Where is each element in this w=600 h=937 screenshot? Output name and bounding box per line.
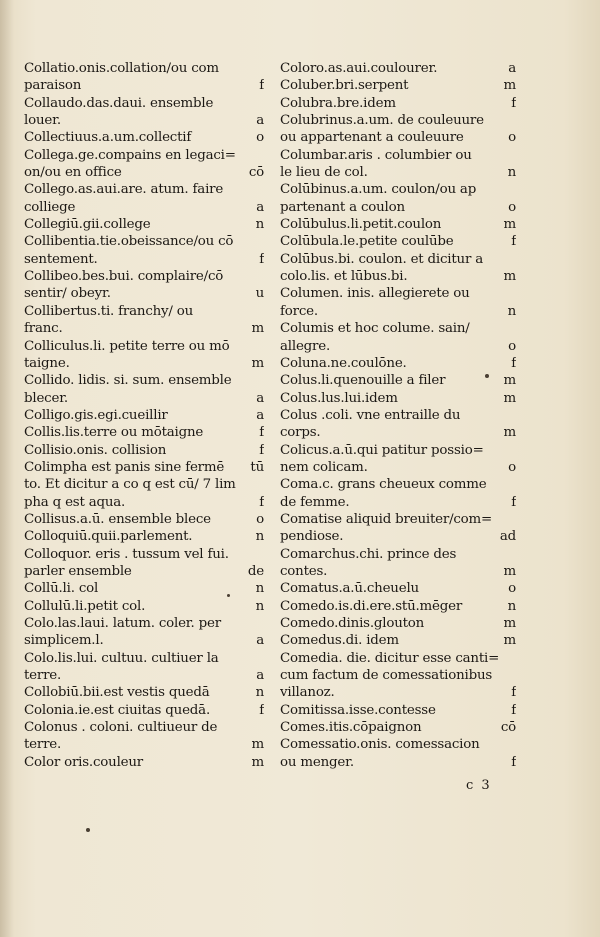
entry-line xyxy=(280,147,516,164)
entry-text: colo.lis. et lūbus.bi. xyxy=(280,269,408,285)
entry-text: Coloro.as.aui.coulourer. xyxy=(280,61,438,76)
entry-line xyxy=(24,719,264,736)
gutter-shadow xyxy=(0,0,14,937)
gender-mark xyxy=(512,251,516,268)
entry-text: Comedus.di. idem xyxy=(280,633,399,649)
gender-mark xyxy=(260,476,264,493)
entry-text: Collulū.li.petit col. xyxy=(24,598,146,614)
entry-text: Coma.c. grans cheueux comme xyxy=(280,477,487,493)
entry-text: Colūbinus.a.um. coulon/ou ap xyxy=(280,182,477,198)
entry-text: Colo.lis.lui. cultuu. cultiuer la xyxy=(24,650,219,666)
left-column xyxy=(24,60,264,771)
gender-mark: o xyxy=(256,130,264,146)
gender-mark xyxy=(512,667,516,684)
gender-mark xyxy=(512,546,516,563)
gender-mark: cō xyxy=(248,165,264,181)
entry-line xyxy=(280,684,516,701)
entry-line xyxy=(24,285,264,302)
entry-line xyxy=(280,268,516,285)
entry-text: Comatise aliquid breuiter/com= xyxy=(280,511,493,527)
entry-text: Collido. lidis. si. sum. ensemble xyxy=(24,373,232,389)
entry-text: Comes.itis.cōpaignon xyxy=(280,720,422,736)
entry-text: ou appartenant a couleuure xyxy=(280,130,464,146)
entry-text: sentir/ obeyr. xyxy=(24,286,111,302)
entry-text: force. xyxy=(280,303,318,319)
entry-line xyxy=(24,60,264,77)
entry-text: Colus.li.quenouille a filer xyxy=(280,373,446,389)
gender-mark: cō xyxy=(500,720,516,736)
entry-line xyxy=(24,77,264,94)
entry-text: Colubrinus.a.um. de couleuure xyxy=(280,113,484,129)
entry-line xyxy=(280,233,516,250)
entry-text: Collibentia.tie.obeissance/ou cō xyxy=(24,234,234,250)
entry-text: Collegiū.gii.college xyxy=(24,217,151,233)
signature-mark: c 3 xyxy=(466,778,492,793)
entry-line xyxy=(24,268,264,285)
entry-line xyxy=(24,424,264,441)
entry-text: Color oris.couleur xyxy=(24,754,144,770)
entry-line xyxy=(24,615,264,632)
entry-text: pha q est aqua. xyxy=(24,494,126,510)
entry-text: Colonus . coloni. cultiueur de xyxy=(24,720,218,736)
entry-line xyxy=(24,702,264,719)
entry-text: allegre. xyxy=(280,338,331,354)
gender-mark: m xyxy=(503,78,516,94)
gender-mark: a xyxy=(256,390,264,406)
entry-line xyxy=(280,60,516,77)
ink-speck xyxy=(485,374,489,378)
gender-mark: o xyxy=(508,459,516,475)
entry-line xyxy=(24,181,264,198)
entry-line xyxy=(24,476,264,493)
entry-text: paraison xyxy=(24,78,82,94)
gender-mark: f xyxy=(259,425,264,441)
entry-text: partenant a coulon xyxy=(280,199,405,215)
entry-line xyxy=(24,546,264,563)
gender-mark xyxy=(260,268,264,285)
entry-text: to. Et dicitur a co q est cū/ 7 lim xyxy=(24,477,236,493)
entry-text: Columbar.aris . columbier ou xyxy=(280,147,472,163)
entry-line xyxy=(24,528,264,545)
entry-text: nem colicam. xyxy=(280,459,368,475)
entry-line xyxy=(280,650,516,667)
entry-text: terre. xyxy=(24,737,62,753)
gender-mark xyxy=(512,442,516,459)
entry-text: Colus .coli. vne entraille du xyxy=(280,407,461,423)
gender-mark: m xyxy=(251,321,264,337)
entry-text: Comedo.is.di.ere.stū.mēger xyxy=(280,598,463,614)
entry-line xyxy=(280,459,516,476)
gender-mark: f xyxy=(259,251,264,267)
entry-line xyxy=(280,199,516,216)
entry-line xyxy=(24,632,264,649)
gender-mark: n xyxy=(255,581,264,597)
entry-line xyxy=(24,95,264,112)
entry-line xyxy=(280,615,516,632)
gender-mark xyxy=(512,476,516,493)
gender-mark: n xyxy=(507,598,516,614)
gender-mark: o xyxy=(508,581,516,597)
entry-line xyxy=(280,320,516,337)
entry-line xyxy=(24,303,264,320)
gender-mark xyxy=(260,303,264,320)
entry-text: Colloquiū.quii.parlement. xyxy=(24,529,193,545)
entry-text: cum factum de comessationibus xyxy=(280,668,493,684)
entry-line xyxy=(280,338,516,355)
entry-text: Collibertus.ti. franchy/ ou xyxy=(24,303,194,319)
entry-line xyxy=(280,303,516,320)
gender-mark xyxy=(260,181,264,198)
gender-mark: n xyxy=(255,529,264,545)
gender-mark: ad xyxy=(499,529,516,545)
gender-mark: a xyxy=(256,633,264,649)
entry-text: villanoz. xyxy=(280,685,335,701)
entry-line xyxy=(24,650,264,667)
gender-mark xyxy=(260,719,264,736)
ink-speck xyxy=(227,594,230,597)
gender-mark xyxy=(512,511,516,528)
gender-mark xyxy=(260,650,264,667)
entry-line xyxy=(280,181,516,198)
entry-line xyxy=(24,233,264,250)
gender-mark: m xyxy=(503,616,516,631)
gender-mark: n xyxy=(507,165,516,181)
entry-line xyxy=(280,285,516,302)
entry-text: Collatio.onis.collation/ou com xyxy=(24,61,219,76)
gender-mark xyxy=(260,95,264,112)
entry-line xyxy=(280,563,516,580)
entry-text: Collibeo.bes.bui. complaire/cō xyxy=(24,269,224,285)
gender-mark xyxy=(260,233,264,250)
gender-mark: m xyxy=(503,633,516,649)
entry-line xyxy=(280,112,516,129)
gender-mark: f xyxy=(511,754,516,770)
entry-line xyxy=(24,147,264,164)
gender-mark: u xyxy=(255,286,264,302)
gender-mark xyxy=(512,736,516,753)
entry-text: Coluber.bri.serpent xyxy=(280,78,409,94)
gender-mark: m xyxy=(503,373,516,389)
gender-mark: m xyxy=(503,269,516,285)
entry-text: de femme. xyxy=(280,494,350,510)
entry-line xyxy=(280,442,516,459)
gender-mark: n xyxy=(255,217,264,233)
gender-mark: n xyxy=(507,303,516,319)
entry-line xyxy=(24,216,264,233)
entry-line xyxy=(280,546,516,563)
gender-mark xyxy=(512,147,516,164)
gender-mark xyxy=(512,320,516,337)
entry-text: Colliculus.li. petite terre ou mō xyxy=(24,338,230,354)
entry-text: Colūbula.le.petite coulūbe xyxy=(280,234,454,250)
gender-mark: m xyxy=(251,754,264,770)
entry-line xyxy=(24,251,264,268)
gender-mark: m xyxy=(503,425,516,441)
entry-text: Collega.ge.compains en legaci= xyxy=(24,147,236,163)
entry-text: Colimpha est panis sine fermē xyxy=(24,459,225,475)
entry-text: Columen. inis. allegierete ou xyxy=(280,286,470,302)
gender-mark xyxy=(260,546,264,563)
gender-mark: f xyxy=(259,78,264,94)
entry-line xyxy=(24,442,264,459)
gender-mark: f xyxy=(259,702,264,718)
entry-line xyxy=(24,459,264,476)
entry-line xyxy=(24,667,264,684)
gender-mark: o xyxy=(256,511,264,527)
entry-text: colliege xyxy=(24,199,76,215)
entry-text: Comatus.a.ū.cheuelu xyxy=(280,581,419,597)
entry-text: Colicus.a.ū.qui patitur possio= xyxy=(280,442,484,458)
gender-mark: o xyxy=(508,338,516,354)
entry-line xyxy=(24,684,264,701)
gender-mark: a xyxy=(256,407,264,423)
entry-text: sentement. xyxy=(24,251,98,267)
entry-text: Collaudo.das.daui. ensemble xyxy=(24,95,214,111)
entry-text: Collego.as.aui.are. atum. faire xyxy=(24,182,224,198)
gender-mark xyxy=(260,615,264,632)
entry-text: terre. xyxy=(24,668,62,684)
entry-line xyxy=(280,702,516,719)
gender-mark: f xyxy=(511,685,516,701)
entry-line xyxy=(280,407,516,424)
entry-line xyxy=(24,563,264,580)
entry-text: louer. xyxy=(24,113,61,129)
entry-text: Columis et hoc colume. sain/ xyxy=(280,321,470,337)
entry-text: Collisus.a.ū. ensemble blece xyxy=(24,511,211,527)
entry-line xyxy=(280,77,516,94)
gender-mark: m xyxy=(251,355,264,371)
gender-mark: f xyxy=(511,494,516,510)
entry-line xyxy=(280,580,516,597)
entry-text: Comitissa.isse.contesse xyxy=(280,702,436,718)
gender-mark: o xyxy=(508,199,516,215)
entry-text: Colus.lus.lui.idem xyxy=(280,390,398,406)
entry-line xyxy=(280,424,516,441)
entry-line xyxy=(280,129,516,146)
gender-mark xyxy=(260,147,264,164)
gender-mark xyxy=(512,407,516,424)
entry-line xyxy=(24,164,264,181)
gender-mark: tū xyxy=(250,459,264,475)
gender-mark xyxy=(260,372,264,389)
gender-mark xyxy=(512,650,516,667)
entry-text: Collū.li. col xyxy=(24,581,99,597)
entry-text: parler ensemble xyxy=(24,563,132,579)
entry-line xyxy=(24,390,264,407)
entry-text: Collisio.onis. collision xyxy=(24,442,167,458)
entry-line xyxy=(280,667,516,684)
entry-text: le lieu de col. xyxy=(280,165,368,181)
entry-line xyxy=(24,598,264,615)
gender-mark xyxy=(512,112,516,129)
gender-mark: a xyxy=(256,113,264,129)
gender-mark: n xyxy=(255,598,264,614)
entry-line xyxy=(280,719,516,736)
entry-line xyxy=(24,355,264,372)
entry-line xyxy=(24,112,264,129)
entry-text: pendiose. xyxy=(280,529,344,545)
entry-text: Coluna.ne.coulōne. xyxy=(280,355,407,371)
gender-mark: f xyxy=(511,702,516,718)
entry-text: Collis.lis.terre ou mōtaigne xyxy=(24,425,204,441)
entry-text: Colloquor. eris . tussum vel fui. xyxy=(24,546,229,562)
entry-text: ou menger. xyxy=(280,754,354,770)
entry-line xyxy=(280,216,516,233)
entry-text: simplicem.l. xyxy=(24,633,104,649)
entry-line xyxy=(24,407,264,424)
gender-mark: m xyxy=(503,390,516,406)
entry-text: Colligo.gis.egi.cueillir xyxy=(24,407,168,423)
entry-text: Collectiuus.a.um.collectif xyxy=(24,130,192,146)
entry-line xyxy=(280,754,516,771)
ink-speck xyxy=(86,828,90,832)
entry-text: blecer. xyxy=(24,390,68,406)
entry-line xyxy=(24,320,264,337)
entry-line xyxy=(280,251,516,268)
entry-line xyxy=(280,528,516,545)
gender-mark: a xyxy=(508,61,516,76)
gender-mark xyxy=(260,338,264,355)
entry-text: Comedia. die. dicitur esse canti= xyxy=(280,650,500,666)
gender-mark: a xyxy=(256,199,264,215)
entry-text: contes. xyxy=(280,563,328,579)
entry-text: on/ou en office xyxy=(24,165,122,181)
gender-mark: de xyxy=(247,563,264,579)
entry-text: Colo.las.laui. latum. coler. per xyxy=(24,616,221,631)
gender-mark: a xyxy=(256,668,264,684)
entry-line xyxy=(280,95,516,112)
entry-text: franc. xyxy=(24,321,63,337)
gender-mark: m xyxy=(503,217,516,233)
entry-line xyxy=(280,736,516,753)
gender-mark: f xyxy=(259,442,264,458)
entry-text: Comedo.dinis.glouton xyxy=(280,616,425,631)
entry-line xyxy=(280,476,516,493)
entry-line xyxy=(24,754,264,771)
entry-line xyxy=(24,494,264,511)
gender-mark: m xyxy=(251,737,264,753)
gender-mark: f xyxy=(511,95,516,111)
gender-mark: m xyxy=(503,563,516,579)
gender-mark: n xyxy=(255,685,264,701)
entry-line xyxy=(280,372,516,389)
gender-mark xyxy=(512,181,516,198)
gender-mark: f xyxy=(511,234,516,250)
entry-line xyxy=(24,338,264,355)
entry-text: Colūbulus.li.petit.coulon xyxy=(280,217,442,233)
entry-line xyxy=(24,511,264,528)
entry-line xyxy=(24,199,264,216)
entry-line xyxy=(280,164,516,181)
entry-line xyxy=(24,736,264,753)
right-column xyxy=(280,60,516,771)
entry-text: Colubra.bre.idem xyxy=(280,95,396,111)
gender-mark: o xyxy=(508,130,516,146)
entry-line xyxy=(280,632,516,649)
entry-text: Colūbus.bi. coulon. et dicitur a xyxy=(280,251,484,267)
entry-line xyxy=(280,390,516,407)
entry-line xyxy=(24,372,264,389)
entry-text: taigne. xyxy=(24,355,70,371)
entry-line xyxy=(24,129,264,146)
entry-text: Comarchus.chi. prince des xyxy=(280,546,457,562)
gender-mark: f xyxy=(259,494,264,510)
entry-text: corps. xyxy=(280,425,321,441)
entry-line xyxy=(280,511,516,528)
entry-text: Collobiū.bii.est vestis quedā xyxy=(24,685,210,701)
entry-line xyxy=(280,598,516,615)
gender-mark xyxy=(260,60,264,77)
gender-mark xyxy=(512,285,516,302)
entry-line xyxy=(280,355,516,372)
entry-text: Colonia.ie.est ciuitas quedā. xyxy=(24,702,211,718)
gender-mark: f xyxy=(511,355,516,371)
entry-line xyxy=(280,494,516,511)
entry-text: Comessatio.onis. comessacion xyxy=(280,737,480,753)
